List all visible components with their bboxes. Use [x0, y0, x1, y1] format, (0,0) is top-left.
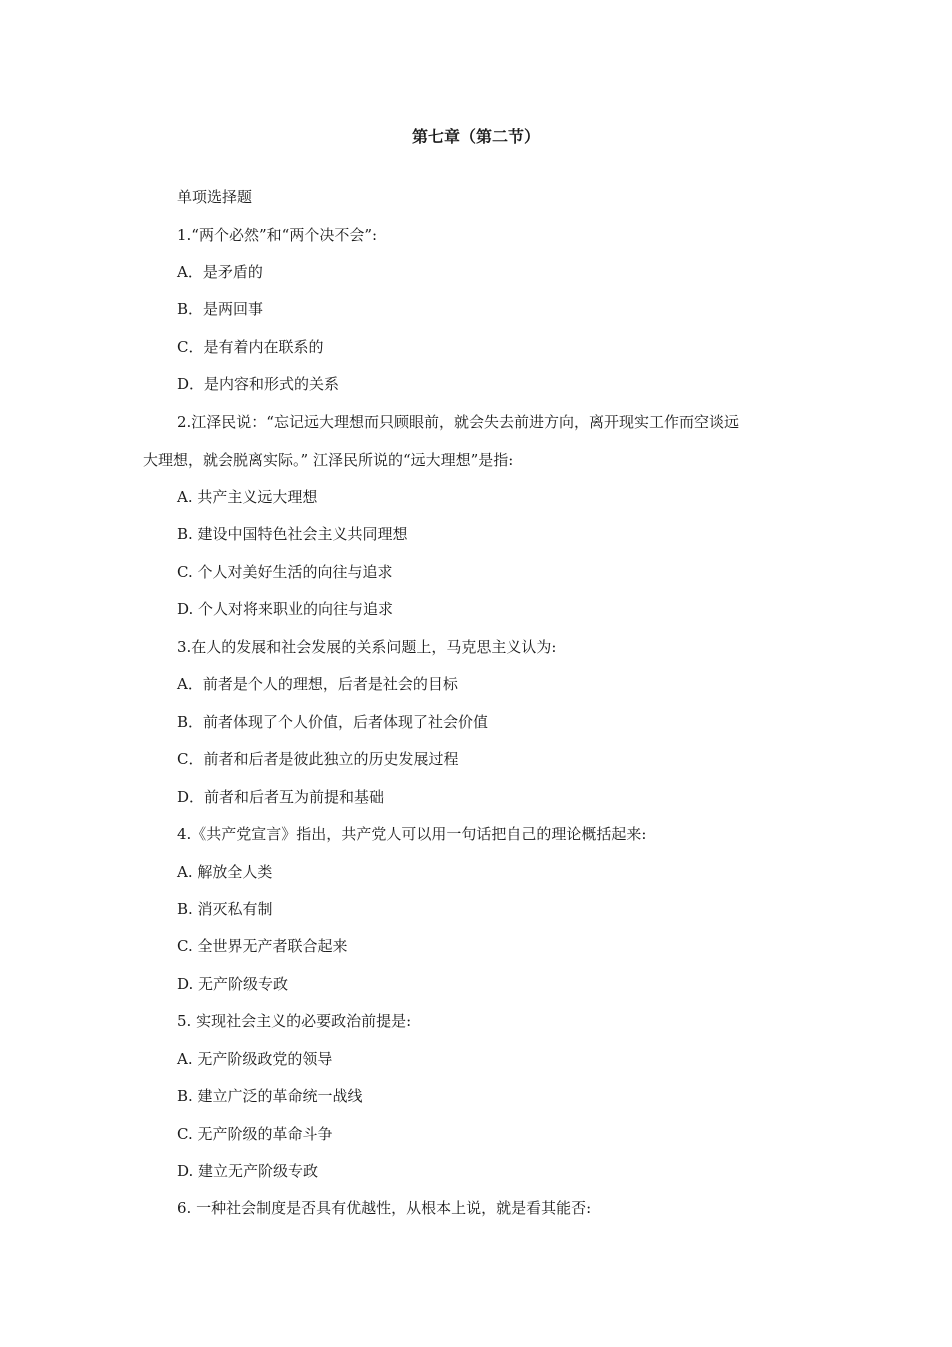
- option: B. 建设中国特色社会主义共同理想: [177, 525, 408, 543]
- question-stem: 1.“两个必然”和“两个决不会”:: [177, 226, 378, 244]
- option: D．前者和后者互为前提和基础: [177, 788, 385, 806]
- option: C．是有着内在联系的: [177, 338, 324, 356]
- option: C. 无产阶级的革命斗争: [177, 1125, 333, 1143]
- option: C. 全世界无产者联合起来: [177, 937, 348, 955]
- option: A．前者是个人的理想，后者是社会的目标: [177, 675, 458, 693]
- option: A. 解放全人类: [177, 863, 273, 881]
- option: C. 个人对美好生活的向往与追求: [177, 563, 393, 581]
- question-stem: 2.江泽民说：“忘记远大理想而只顾眼前，就会失去前进方向，离开现实工作而空谈远: [177, 413, 739, 431]
- option: A. 无产阶级政党的领导: [177, 1050, 333, 1068]
- section-heading: 单项选择题: [177, 188, 253, 206]
- option: B. 消灭私有制: [177, 900, 273, 918]
- option: B. 建立广泛的革命统一战线: [177, 1087, 363, 1105]
- page-title: 第七章（第二节）: [411, 127, 540, 146]
- option: C．前者和后者是彼此独立的历史发展过程: [177, 750, 459, 768]
- question-stem: 4.《共产党宣言》指出，共产党人可以用一句话把自己的理论概括起来:: [177, 825, 647, 843]
- option: B．是两回事: [177, 300, 264, 318]
- question-stem-continued: 大理想，就会脱离实际。” 江泽民所说的“远大理想”是指:: [143, 451, 514, 469]
- question-stem: 5. 实现社会主义的必要政治前提是:: [177, 1012, 412, 1030]
- option: D. 建立无产阶级专政: [177, 1162, 319, 1180]
- option: A．是矛盾的: [177, 263, 263, 281]
- option: D. 个人对将来职业的向往与追求: [177, 600, 394, 618]
- option: A. 共产主义远大理想: [177, 488, 318, 506]
- option: D. 无产阶级专政: [177, 975, 289, 993]
- question-stem: 3.在人的发展和社会发展的关系问题上，马克思主义认为:: [177, 638, 557, 656]
- option: B．前者体现了个人价值，后者体现了社会价值: [177, 713, 489, 731]
- question-stem: 6. 一种社会制度是否具有优越性，从根本上说，就是看其能否:: [177, 1199, 592, 1217]
- option: D．是内容和形式的关系: [177, 375, 340, 393]
